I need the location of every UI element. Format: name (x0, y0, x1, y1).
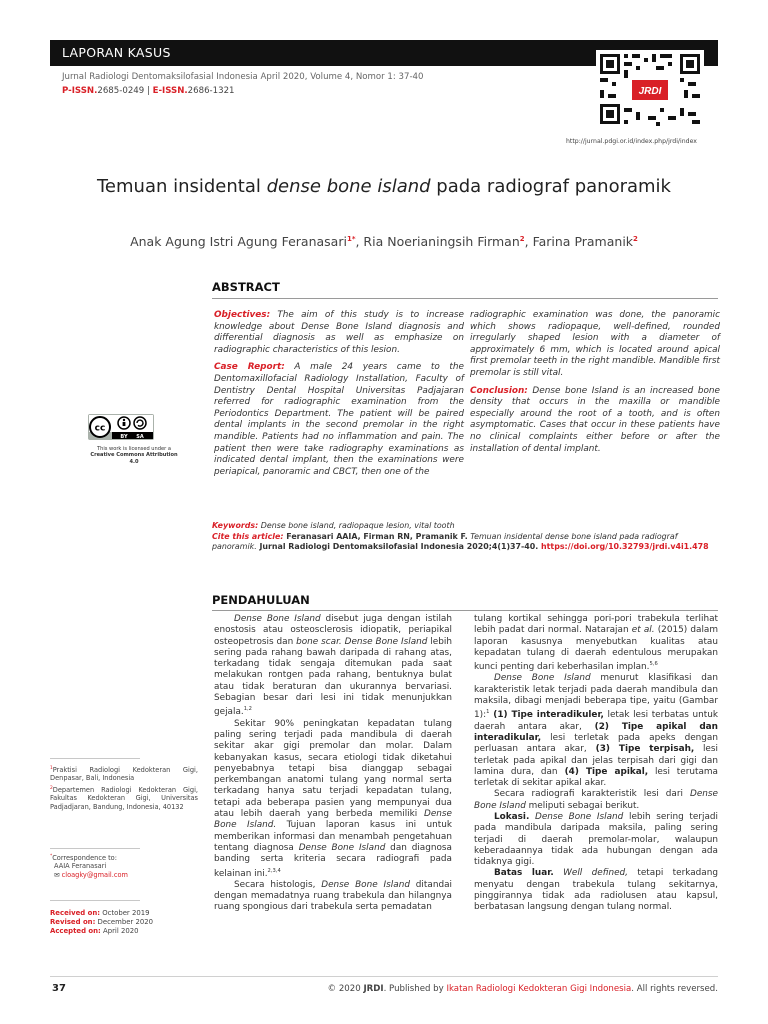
revised-date: December 2020 (95, 918, 153, 927)
conclusion-label: Conclusion: (470, 385, 528, 396)
intro-paragraph-3 (214, 880, 452, 914)
license-line-2: Creative Commons Attribution 4.0 (90, 452, 178, 465)
abstract-heading: ABSTRACT (212, 280, 280, 294)
abstract-conclusion (470, 386, 720, 456)
case-report-text: A male 24 years came to the Dentomaxillofacial Radiology Installation, Faculty of Dentistry Dental Hospital Universitas Padjajaran referred for radiographic examination from the Periodontics Department. The patient will be paired dental implants in the second premolar in the right mandible. Patients had no inflammation and pain. The patient then were take radiography examinations as indicated dental implant, then the examinations were periapical, panoramic and CBCT, then one of the (214, 362, 464, 477)
intro-paragraph-8 (474, 868, 718, 913)
cite-title: Temuan insidental dense bone island pada radiograf panoramik. (212, 531, 678, 552)
case-report-label: Case Report: (214, 362, 285, 373)
e-issn-label: E-ISSN. (152, 86, 188, 96)
type-1-label: (1) Tipe interadikuler, (489, 710, 604, 721)
copyright-line (328, 984, 719, 994)
p2-italic-2: Dense Bone Island (298, 842, 386, 853)
copyright-published-by: . Published by (383, 984, 447, 994)
type-4-label: (4) Tipe apikal, (557, 766, 649, 777)
intro-paragraph-7 (474, 812, 718, 868)
issn-separator: | (144, 86, 153, 96)
cc-glyph: cc (94, 423, 106, 434)
intro-rule (212, 610, 718, 611)
journal-url-link[interactable]: http://jurnal.pdgi.or.id/index.php/jrdi/index (566, 138, 697, 145)
aff1-text: Praktisi Radiologi Kedokteran Gigi, Denpasar, Bali, Indonesia (50, 766, 198, 783)
cc-license[interactable] (88, 414, 180, 465)
cc-by-sa-icon (88, 414, 154, 440)
p-issn-value: 2685-0249 (97, 86, 145, 96)
corr-marker: * (50, 854, 53, 859)
p1-italic-2: bone scar. Dense Bone Island (296, 636, 428, 647)
mail-icon: ✉ (54, 870, 62, 879)
p5-text-a: menurut klasifikasi dan karakteristik letak terjadi pada daerah mandibula dan maksila, dibagi menjadi beberapa tipe, yaitu (Gambar 1): (474, 673, 718, 721)
page-number: 37 (52, 983, 66, 994)
intro-paragraph-6 (474, 789, 718, 812)
article-title (0, 176, 768, 197)
copyright-suffix: . All rights reversed. (631, 984, 718, 994)
p2-italic: Dense Bone Island. (214, 809, 452, 831)
keywords-block (212, 521, 718, 553)
received-date: October 2019 (100, 909, 150, 917)
footer-rule (50, 976, 718, 977)
p6-italic: Dense Bone Island (474, 789, 718, 811)
corr-email-link[interactable]: cloagky@gmail.com (61, 870, 128, 879)
by-glyph: BY (120, 434, 128, 440)
author-3-affiliation: 2 (633, 234, 638, 243)
p3-text-b: ditandai dengan memadatnya ruang trabekula dan hilangnya ruang spongious dari trabekula serta pemadatan (214, 879, 452, 913)
p5-citation: 1 (486, 709, 490, 716)
p4-citation: 5,6 (649, 661, 658, 668)
p8-italic: Well defined, (553, 868, 628, 879)
publisher-link[interactable]: Ikatan Radiologi Kedokteran Gigi Indonesia (446, 984, 632, 994)
issn-line (62, 86, 235, 96)
p6-text-b: meliputi sebagai berikut. (525, 800, 640, 811)
p5-italic: Dense Bone Island (494, 673, 591, 684)
sidebar-rule-1 (50, 758, 140, 759)
correspondence (50, 853, 198, 879)
p3-text-a: Secara histologis, (234, 879, 322, 890)
author-3: , Farina Pramanik (524, 234, 634, 249)
accepted-date: April 2020 (100, 927, 139, 936)
p1-citation: 1,2 (243, 706, 252, 713)
affiliation-1 (50, 765, 198, 783)
corr-label: Correspondence to: (52, 854, 117, 863)
abstract-objectives (214, 310, 464, 356)
p4-text-a: tulang kortikal sehingga pori-pori trabekula terlihat lebih padat dari normal. Natarajan (474, 614, 718, 636)
type-3-text: lesi terletak pada apikal dan jelas terpisah dari gigi dan lamina dura, dan (474, 744, 718, 777)
p6-text-a: Secara radiografi karakteristik lesi dari (494, 789, 690, 800)
aff2-text: Departemen Radiologi Kedokteran Gigi, Fakultas Kedokteran Gigi, Universitas Padjadjaran, Bandung, Indonesia, 40132 (50, 786, 198, 811)
type-3-label: (3) Tipe terpisah, (586, 744, 695, 755)
p8-text: tetapi terkadang menyatu dengan trabekula tulang sekitarnya, pinggirannya tidak ada radiolusen atau kapsul, berbatasan langsung dengan tulang normal. (474, 868, 718, 913)
p1-italic-1: Dense Bone Island (234, 614, 321, 624)
p-issn-label: P-ISSN. (62, 86, 98, 96)
p2-text-c: dan diagnosa banding serta kriteria secara radiografi pada kelainan ini. (214, 842, 452, 879)
keywords-text: Dense bone island, radiopaque lesion, vital tooth (258, 521, 455, 530)
citation-line (212, 532, 718, 553)
conclusion-text: Dense bone Island is an increased bone density that occurs in the maxilla or mandible especially around the root of a tooth, and is often asymptomatic. Cases that occur in these patients have no clinical complaints either before or after the installation of dental implant. (470, 385, 720, 454)
keywords-line (212, 521, 718, 532)
copyright-prefix: © 2020 (327, 984, 364, 994)
title-part-2: pada radiograf panoramik (430, 176, 671, 197)
aff2-marker: 2 (50, 786, 53, 791)
accepted-label: Accepted on: (50, 927, 101, 936)
abstract-right-column (470, 310, 720, 461)
e-issn-value: 2686-1321 (187, 86, 235, 96)
cite-journal: Jurnal Radiologi Dentomaksilofasial Indonesia 2020;4(1)37-40. (256, 542, 539, 552)
type-4-text: lesi terutama terletak di sekitar apikal akar. (474, 766, 718, 789)
intro-heading: PENDAHULUAN (212, 593, 310, 607)
border-label: Batas luar. (494, 868, 554, 879)
sa-glyph: SA (136, 434, 144, 440)
author-1: Anak Agung Istri Agung Feranasari (130, 234, 347, 249)
copyright-journal: JRDI (363, 984, 384, 994)
journal-line: Jurnal Radiologi Dentomaksilofasial Indonesia April 2020, Volume 4, Nomor 1: 37-40 (62, 72, 424, 82)
p2-text-b: Tujuan laporan kasus ini untuk memberikan informasi dan menambah pengetahuan tentang diagnosa (214, 820, 452, 853)
intro-paragraph-2 (214, 719, 452, 880)
license-text (88, 446, 180, 465)
author-2: , Ria Noerianingsih Firman (355, 234, 520, 249)
sidebar-rule-2 (50, 848, 140, 849)
corr-email-row (50, 871, 198, 879)
intro-paragraph-4 (474, 614, 718, 673)
qr-code[interactable] (596, 50, 704, 128)
revised-label: Revised on: (50, 918, 96, 927)
article-dates (50, 909, 153, 937)
type-2-label: (2) Tipe apikal dan interadikular, (474, 721, 718, 743)
type-2-text: lesi terletak pada apeks dengan perluasan antara akar, (474, 732, 718, 755)
doi-link[interactable]: https://doi.org/10.32793/jrdi.v4i1.478 (538, 542, 709, 552)
intro-paragraph-1 (214, 614, 452, 719)
intro-left-column (214, 614, 452, 914)
cite-label: Cite this article: (212, 531, 284, 541)
abstract-left-column (214, 310, 464, 484)
abstract-case-report (214, 362, 464, 478)
case-report-continued: radiographic examination was done, the panoramic which shows radiopaque, well-defined, rounded irregularly shaped lesion with a diameter of approximately 6 mm, which is located around apical first premolar teeth in the right mandible. Mandible first premolar is still vital. (470, 310, 720, 378)
affiliation-2 (50, 785, 198, 811)
p7-text: lebih sering terjadi pada mandibula daripada maksila, paling sering terjadi di daerah premolar-molar, walaupun keberadaannya tidak ada hubungan dengan ada tidaknya gigi. (474, 811, 718, 868)
corr-name: AAIA Feranasari (54, 862, 107, 871)
p7-italic: Dense Bone Island (529, 811, 624, 822)
p4-italic: et al. (631, 625, 655, 636)
qr-badge: JRDI (638, 86, 662, 97)
abstract-rule (212, 298, 718, 299)
author-list (0, 234, 768, 249)
p1-text-b: lebih sering pada rahang bawah daripada di rahang atas, terkadang tidak sengaja ditemukan pada saat melakukan rontgen pada rahang, bentuknya bulat atau tidak beraturan dan ukurannya bervariasi. Sebagian besar dari lesi ini tidak menunjukkan gejala. (214, 636, 452, 718)
title-italic: dense bone island (266, 176, 431, 197)
author-1-affiliation: 1* (346, 234, 356, 243)
intro-right-column (474, 614, 718, 914)
p2-text-a: Sekitar 90% peningkatan kepadatan tulang paling sering terjadi pada mandibula di daerah sekitar akar gigi premolar dan molar. Dalam kebanyakan kasus, secara etiologi tidak diketahui penyebabnya tetapi bisa dianggap sebagai perkembangan anatomi tulang yang normal serta terkadang hanya satu terjadi kepadatan tulang, tetapi ada beberapa pasien yang mempunyai dua atau lebih daerah yang berbeda memiliki (214, 718, 452, 820)
sidebar-rule-3 (50, 900, 140, 901)
cite-authors: Feranasari AAIA, Firman RN, Pramanik F. (283, 531, 468, 541)
intro-paragraph-5 (474, 673, 718, 789)
p3-italic: Dense Bone Island (321, 879, 410, 890)
p1-text-a: disebut juga dengan istilah enostosis atau osteosclerosis idiopatik, periapikal osteopetrosis dan (214, 614, 452, 647)
section-label: LAPORAN KASUS (62, 45, 171, 60)
p2-citation: 2,3,4 (267, 867, 281, 874)
objectives-label: Objectives: (214, 310, 271, 320)
aff1-marker: 1 (50, 766, 53, 771)
author-2-affiliation: 2 (519, 234, 525, 243)
keywords-label: Keywords: (212, 521, 259, 530)
p4-text-b: (2015) dalam laporan kasusnya menyebutkan kualitas atau kepadatan tulang di daerah edentulous merupakan kunci penting dari keberhasilan implan. (474, 625, 718, 673)
location-label: Lokasi. (494, 811, 530, 822)
received-label: Received on: (50, 909, 100, 917)
title-part-1: Temuan insidental (96, 176, 267, 197)
license-line-1: This work is licensed under a (97, 446, 171, 452)
objectives-text: The aim of this study is to increase knowledge about Dense Bone Island diagnosis and differential diagnosis as well as emphasize on radiographic characteristics of this lesion. (214, 310, 464, 355)
type-1-text: letak lesi terbatas untuk daerah antara akar, (474, 710, 718, 732)
